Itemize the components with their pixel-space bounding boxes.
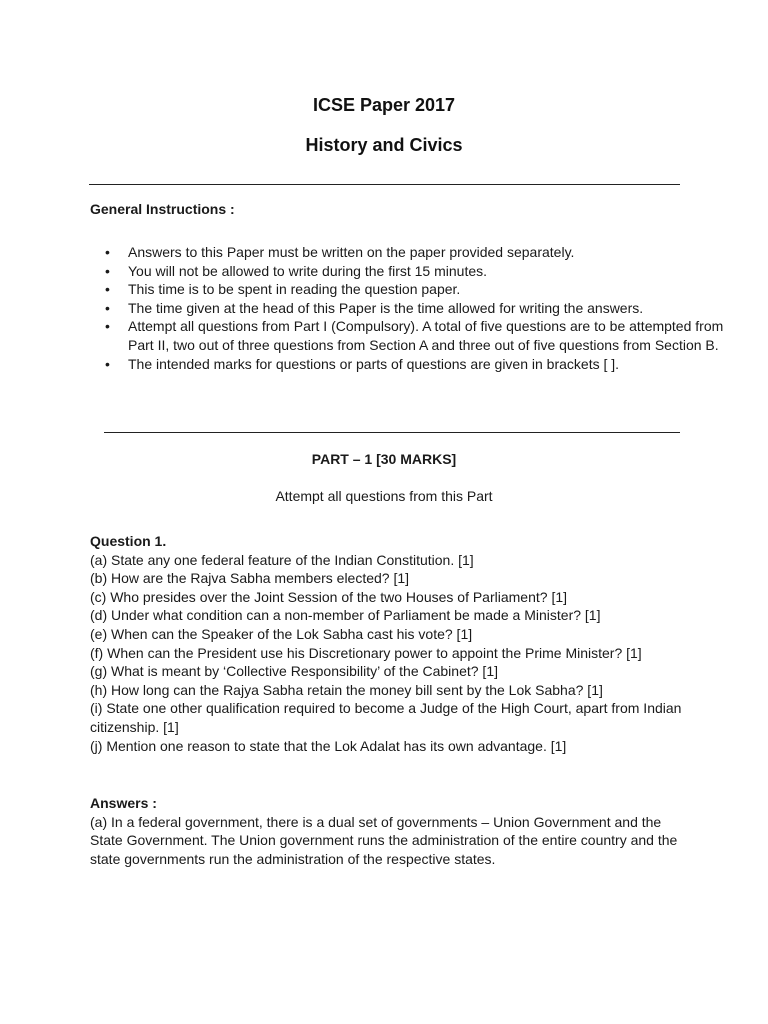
divider bbox=[104, 432, 680, 433]
question-heading: Question 1. bbox=[90, 533, 167, 549]
question-item: (i) State one other qualification required to become a Judge of the High Court, apart from Indian citizenship. [1] bbox=[90, 700, 682, 735]
instruction-item: • Answers to this Paper must be written on the paper provided separately. bbox=[128, 243, 728, 262]
question-item: (e) When can the Speaker of the Lok Sabha cast his vote? [1] bbox=[90, 625, 473, 642]
question-item: (a) State any one federal feature of the Indian Constitution. [1] bbox=[90, 551, 474, 568]
question-item: (b) How are the Rajva Sabha members elected? [1] bbox=[90, 570, 410, 587]
subject-title: History and Civics bbox=[305, 135, 463, 155]
question-item: (h) How long can the Rajya Sabha retain the money bill sent by the Lok Sabha? [1] bbox=[90, 681, 603, 698]
question-item: (c) Who presides over the Joint Session of the two Houses of Parliament? [1] bbox=[90, 588, 568, 605]
part-instruction: Attempt all questions from this Part bbox=[275, 488, 493, 504]
question-item: (f) When can the President use his Discretionary power to appoint the Prime Minister? [1] bbox=[90, 644, 642, 661]
instructions-list bbox=[90, 243, 728, 373]
paper-title: ICSE Paper 2017 bbox=[312, 95, 456, 115]
question-item: (g) What is meant by ‘Collective Responsibility’ of the Cabinet? [1] bbox=[90, 663, 498, 680]
divider bbox=[89, 184, 680, 185]
general-instructions-heading: General Instructions : bbox=[90, 201, 235, 217]
instruction-item: • The intended marks for questions or parts of questions are given in brackets [ ]. bbox=[128, 355, 728, 374]
answers-block bbox=[90, 794, 686, 868]
question-1-block bbox=[90, 532, 686, 755]
answer-item: (a) In a federal government, there is a dual set of governments – Union Government and the State Government. The Union government runs the administration of the entire country and the state governments run the administration of the respective states. bbox=[90, 813, 678, 867]
part-heading: PART – 1 [30 MARKS] bbox=[311, 451, 457, 467]
question-item: (d) Under what condition can a non-member of Parliament be made a Minister? [1] bbox=[90, 607, 601, 624]
question-item: (j) Mention one reason to state that the Lok Adalat has its own advantage. [1] bbox=[90, 737, 567, 754]
instruction-item: • Attempt all questions from Part I (Compulsory). A total of five questions are to be attempted from Part II, two out of three questions from Section A and three out of five questions from Section B. bbox=[128, 317, 728, 354]
answers-heading: Answers : bbox=[90, 795, 157, 811]
instruction-item: • You will not be allowed to write during the first 15 minutes. bbox=[128, 262, 728, 281]
instruction-item: • This time is to be spent in reading the question paper. bbox=[128, 280, 728, 299]
instruction-item: • The time given at the head of this Paper is the time allowed for writing the answers. bbox=[128, 299, 728, 318]
